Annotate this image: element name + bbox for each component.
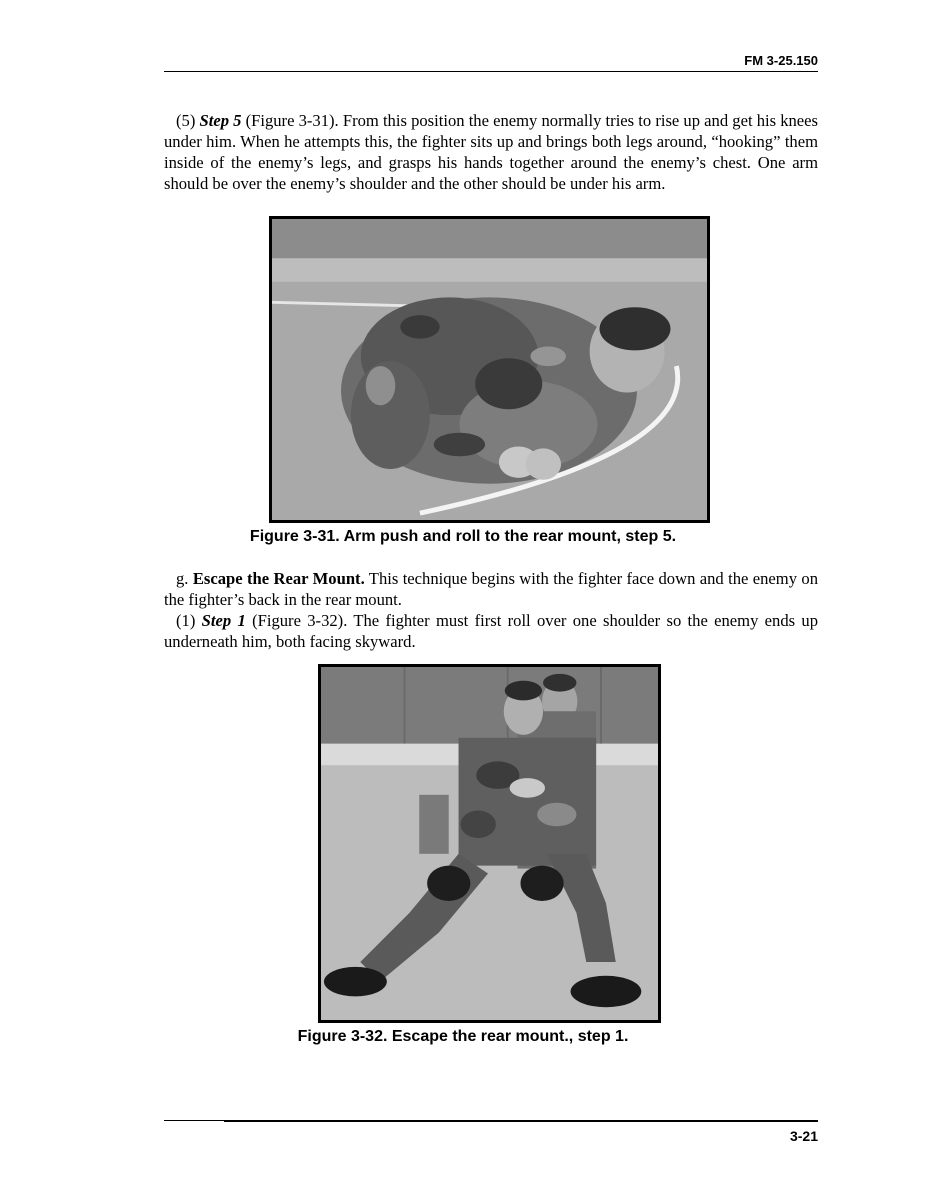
step-1-text: (Figure 3-32). The fighter must first roll over one shoulder so the enemy ends up underneath him, both facing skyward. (164, 611, 818, 651)
figure-3-31-photo (272, 219, 707, 520)
footer-rule-thick (224, 1120, 818, 1122)
document-id: FM 3-25.150 (744, 53, 818, 68)
step-5-label: Step 5 (199, 111, 242, 130)
figure-3-32-image (318, 664, 661, 1023)
figure-3-32-caption: Figure 3-32. Escape the rear mount., step 1. (297, 1028, 629, 1045)
step-1-number: (1) (176, 611, 202, 630)
section-g-paragraph (164, 568, 818, 610)
section-g-letter: g. (176, 569, 193, 588)
footer-rule-thin (164, 1120, 224, 1121)
figure-3-31-caption: Figure 3-31. Arm push and roll to the rear mount, step 5. (249, 528, 677, 545)
figure-3-32-photo (321, 667, 658, 1020)
figure-3-31-image (269, 216, 710, 523)
step-5-text: (Figure 3-31). From this position the enemy normally tries to rise up and get his knees under him. When he attempts this, the fighter sits up and brings both legs around, “hooking” them inside of the enemy’s legs, and grasps his hands together around the enemy’s chest. One arm should be over the enemy’s shoulder and the other should be under his arm. (164, 111, 818, 193)
step-1-label: Step 1 (201, 611, 246, 630)
section-g-heading: Escape the Rear Mount. (192, 569, 365, 588)
page-header (164, 55, 818, 72)
page-number: 3-21 (789, 1128, 818, 1144)
step-5-paragraph (164, 110, 818, 194)
step-5-number: (5) (176, 111, 200, 130)
step-1-paragraph (164, 610, 818, 652)
section-g-text: This technique begins with the fighter face down and the enemy on the fighter’s back in the rear mount. (164, 569, 818, 609)
